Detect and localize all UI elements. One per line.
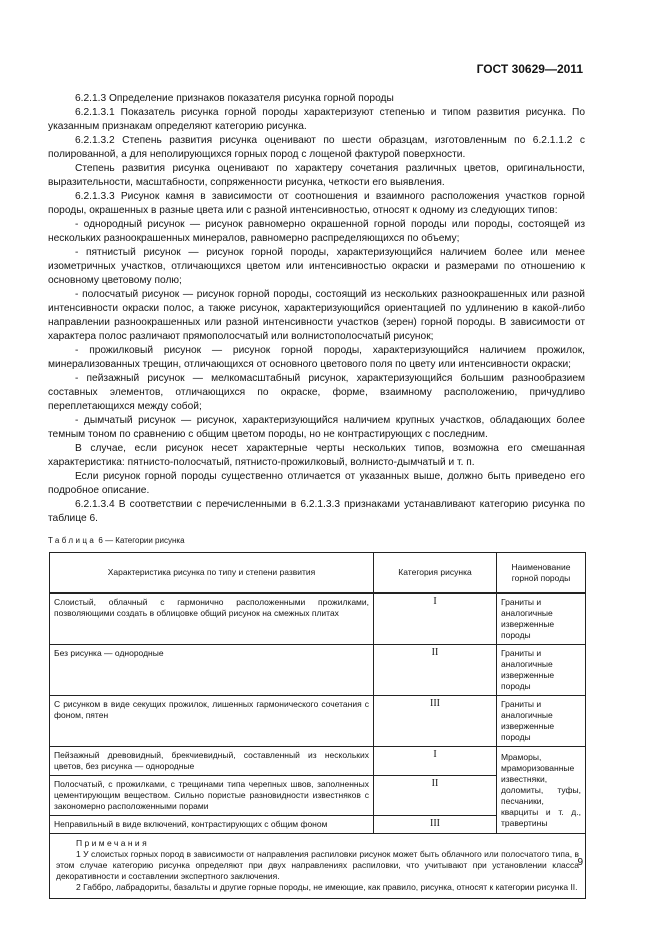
- pattern-description: Неправильный в виде включений, контрастирующих с общим фоном: [50, 816, 374, 834]
- table-row: [50, 747, 586, 776]
- table-notes: [50, 834, 586, 899]
- paragraph: 6.2.1.3.4 В соответствии с перечисленными в 6.2.1.3.3 признаками устанавливают категорию рисунка по таблице 6.: [48, 499, 585, 524]
- table-notes-row: [50, 834, 586, 899]
- list-item: - дымчатый рисунок — рисунок, характеризующийся наличием крупных участков, обладающих более темным тоном по сравнению с общим цветом породы, но не контрастирующих с последним.: [48, 415, 585, 440]
- pattern-description: Полосчатый, с прожилками, с трещинами типа черепных швов, заполненных цементирующим веществом. Сильно пористые разновидности известняков с закономерно расположенными порами: [50, 776, 374, 816]
- column-header: Наименование горной породы: [497, 553, 586, 594]
- note-item: 1 У слоистых горных пород в зависимости от направления распиловки рисунок может быть облачного или полосчатого типа, в этом случае категорию рисунка определяют при двух направлениях распиловки, что учитывают при установлении класса декоративности и составлении экспертного заключения.: [56, 849, 579, 881]
- rock-pattern-category-table: [49, 552, 586, 899]
- list-item: - прожилковый рисунок — рисунок горной породы, характеризующийся наличием прожилок, минерализованных трещин, отличающихся от основного цветового поля по цвету или интенсивности окраски;: [48, 345, 585, 370]
- list-item: - полосчатый рисунок — рисунок горной породы, состоящий из нескольких разноокрашенных или разной интенсивности окраски полос, а также рисунок, характеризующийся ориентацией по удлинению в какой-либо направлении разноокрашенных или разной интенсивности участков (зерен) горной породы. В зависимости от характера полос различают прямополосчатый или волнистополосчатый рисунок;: [48, 289, 585, 342]
- note-item: 2 Габбро, лабрадориты, базальты и другие горные породы, не имеющие, как правило, рисунка, относят к категории рисунка II.: [76, 882, 578, 892]
- page-number: 9: [577, 857, 583, 868]
- paragraph: Степень развития рисунка оценивают по характеру сочетания различных цветов, оригинальности, выразительности, масштабности, сопряженности рисунка, четкости его выявления.: [48, 163, 585, 188]
- pattern-description: С рисунком в виде секущих прожилок, лишенных гармонического сочетания с фоном, пятен: [50, 696, 374, 747]
- table-row: [50, 645, 586, 696]
- table-row: [50, 696, 586, 747]
- paragraph: 6.2.1.3.1 Показатель рисунка горной породы характеризуют степенью и типом развития рисунка. По указанным признакам определяют категорию рисунка.: [48, 107, 585, 132]
- table-caption-text: 6 — Категории рисунка: [98, 536, 185, 545]
- pattern-category: II: [374, 645, 497, 696]
- table-header-row: [50, 553, 586, 594]
- pattern-description: Пейзажный древовидный, брекчиевидный, составленный из нескольких цветов, без рисунка — однородные: [50, 747, 374, 776]
- rock-name: Граниты и аналогичные изверженные породы: [497, 593, 586, 645]
- column-header: Категория рисунка: [374, 553, 497, 594]
- rock-name: Граниты и аналогичные изверженные породы: [497, 645, 586, 696]
- table-row: [50, 593, 586, 645]
- pattern-category: III: [374, 816, 497, 834]
- section-heading: 6.2.1.3 Определение признаков показателя рисунка горной породы: [75, 93, 394, 104]
- pattern-category: I: [374, 593, 497, 645]
- rock-name: Граниты и аналогичные изверженные породы: [497, 696, 586, 747]
- paragraph: В случае, если рисунок несет характерные черты нескольких типов, возможна его смешанная характеристика: пятнисто-полосчатый, пятнисто-прожилковый, волнисто-дымчатый и т. п.: [48, 443, 585, 468]
- paragraph: 6.2.1.3.2 Степень развития рисунка оценивают по шести образцам, изготовленным по 6.2.1.1.2 с полированной, а для неполирующихся горных пород с лощеной фактурой поверхности.: [48, 135, 585, 160]
- list-item: - пятнистый рисунок — рисунок горной породы, характеризующийся наличием более или менее изометричных участков, отличающихся цветом или интенсивностью окраски и размерами по отношению к основному цветовому полю;: [48, 247, 585, 286]
- paragraph: Если рисунок горной породы существенно отличается от указанных выше, должно быть приведено его подробное описание.: [48, 471, 585, 496]
- pattern-description: Слоистый, облачный с гармонично расположенными прожилками, позволяющими создать в облицовке общий рисунок на смежных плитах: [50, 593, 374, 645]
- rock-name: Мраморы, мраморизованные известняки, доломиты, туфы, песчаники, кварциты и т. д., травертины: [497, 747, 586, 834]
- table-caption: [48, 536, 185, 545]
- document-header: ГОСТ 30629—2011: [476, 62, 583, 76]
- notes-title: Примечания: [76, 838, 150, 848]
- paragraph: 6.2.1.3.3 Рисунок камня в зависимости от соотношения и взаимного расположения участков горной породы, окрашенных в разные цвета или с разной интенсивностью, относят к одному из следующих типов:: [48, 191, 585, 216]
- pattern-description: Без рисунка — однородные: [50, 645, 374, 696]
- pattern-category: III: [374, 696, 497, 747]
- pattern-category: I: [374, 747, 497, 776]
- table-caption-label: Таблица: [48, 536, 97, 545]
- list-item: - пейзажный рисунок — мелкомасштабный рисунок, характеризующийся большим разнообразием составных элементов, отличающихся по окраске, форме, взаимному расположению, причудливо переплетающихся между собой;: [48, 373, 585, 412]
- list-item: - однородный рисунок — рисунок равномерно окрашенной горной породы или породы, состоящей из нескольких разноокрашенных минералов, равномерно распределяющихся по объему;: [48, 219, 585, 244]
- body-text: [48, 92, 585, 526]
- column-header: Характеристика рисунка по типу и степени развития: [50, 553, 374, 594]
- pattern-category: II: [374, 776, 497, 816]
